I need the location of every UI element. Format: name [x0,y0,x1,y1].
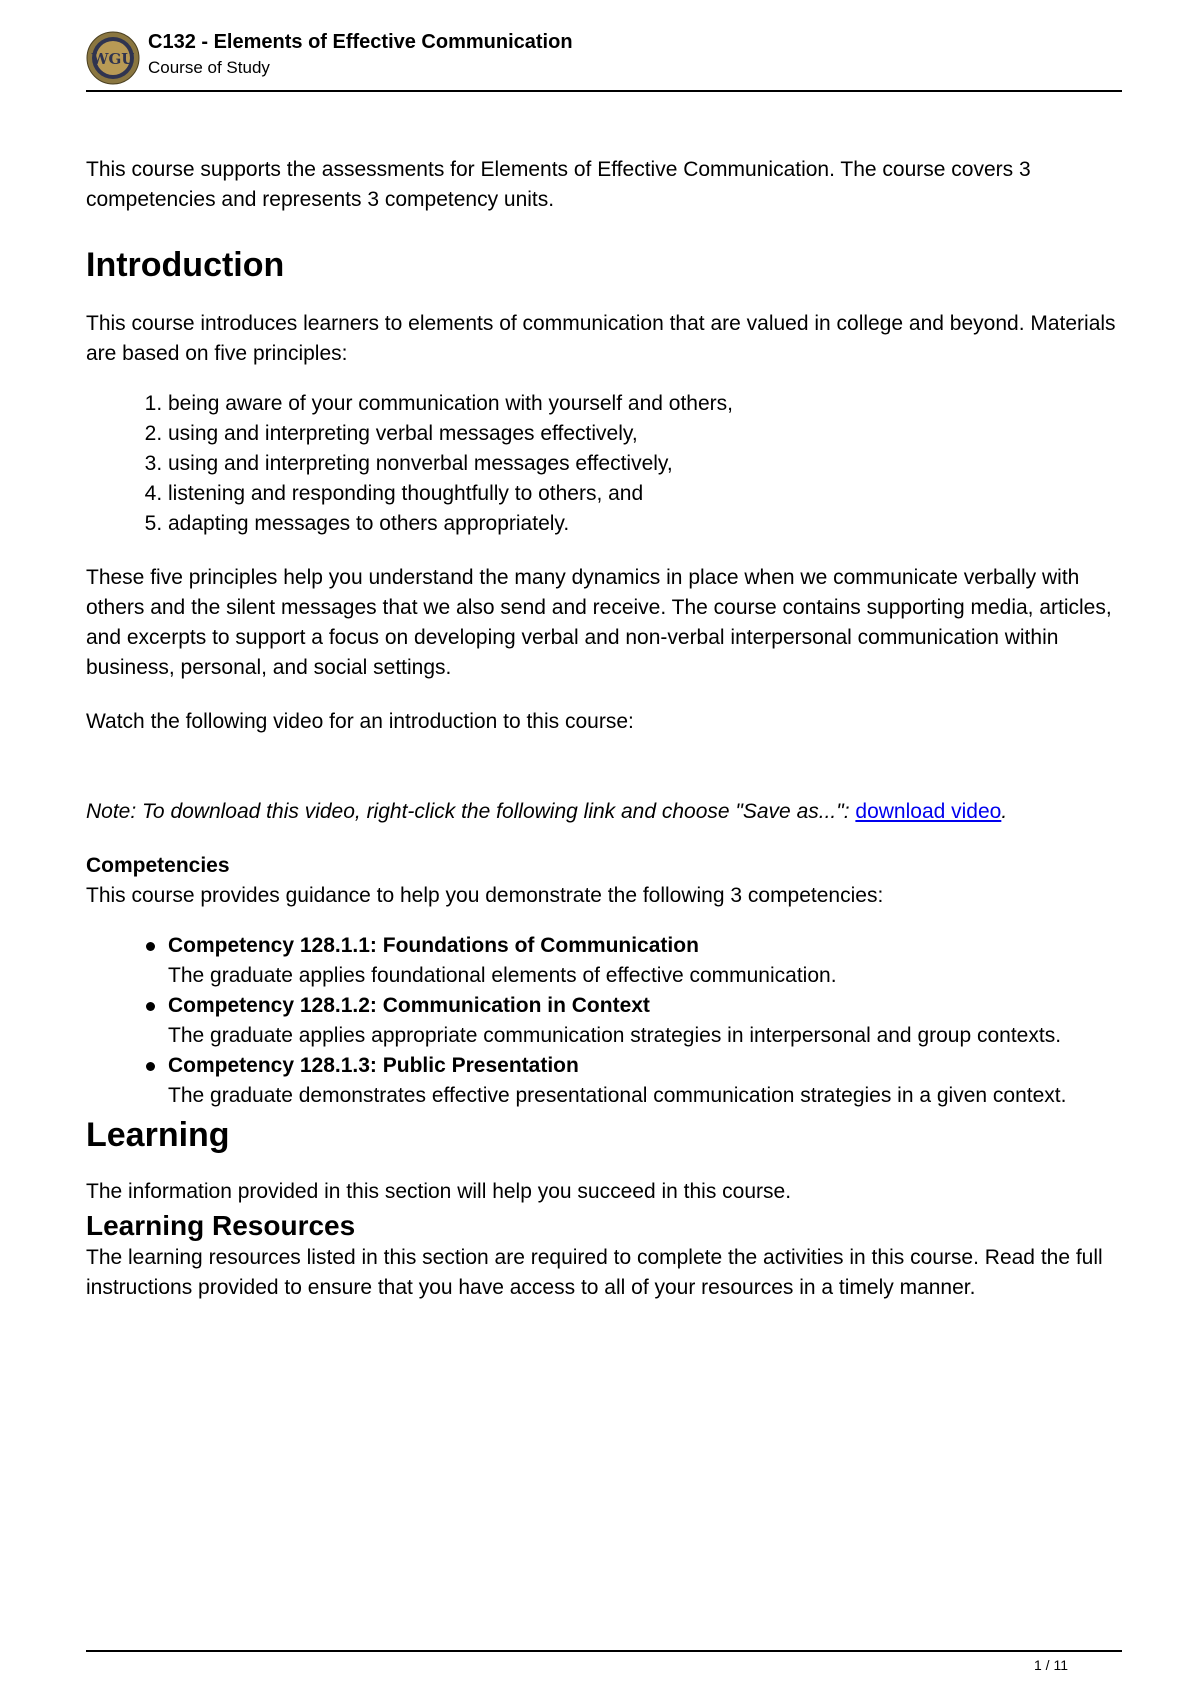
learning-resources-heading: Learning Resources [86,1210,356,1241]
competency-title: Competency 128.1.3: Public Presentation [168,1054,579,1077]
competency-item [168,991,1122,1051]
competency-title: Competency 128.1.1: Foundations of Communication [168,934,699,957]
learning-paragraph: The information provided in this section will help you succeed in this course. [86,1180,792,1203]
course-summary: This course supports the assessments for Elements of Effective Communication. The course covers 3 competencies and represents 3 competency units. [86,158,1031,211]
watch-paragraph: Watch the following video for an introduction to this course: [86,710,634,733]
list-item: 3. using and interpreting nonverbal messages effectively, [168,449,1122,479]
introduction-paragraph: This course introduces learners to elements of communication that are valued in college and beyond. Materials are based on five principles: [86,312,1116,365]
course-subtitle: Course of Study [148,58,270,77]
download-video-link[interactable]: download video [855,800,1002,823]
page-number: 1 / 11 [1034,1657,1068,1673]
competency-description: The graduate applies foundational elements of effective communication. [168,964,837,987]
learning-resources-paragraph: The learning resources listed in this section are required to complete the activities in this course. Read the full instructions provided to ensure that you have access to all of your resources in a timely manner. [86,1246,1103,1299]
svg-text:WGU: WGU [91,50,135,68]
bullet-icon [146,942,155,951]
bullet-icon [146,1062,155,1071]
course-title: C132 - Elements of Effective Communication [148,31,573,53]
wgu-seal-icon [86,31,140,85]
competency-description: The graduate demonstrates effective presentational communication strategies in a given context. [168,1084,1067,1107]
competencies-heading: Competencies [86,854,230,877]
document-page [86,0,1122,1696]
competencies-list [86,931,1122,1111]
competency-item [168,1051,1122,1111]
list-item: 2. using and interpreting verbal messages effectively, [168,419,1122,449]
footer-divider [86,1650,1122,1652]
bullet-icon [146,1002,155,1011]
competency-item [168,931,1122,991]
header-divider [86,90,1122,92]
document-body [86,155,1122,1303]
download-note [86,797,1122,827]
competency-description: The graduate applies appropriate communication strategies in interpersonal and group contexts. [168,1024,1062,1047]
introduction-heading: Introduction [86,246,285,284]
learning-heading: Learning [86,1116,230,1154]
dynamics-paragraph: These five principles help you understand the many dynamics in place when we communicate verbally with others and the silent messages that we also send and receive. The course contains supporting media, articles, and excerpts to support a focus on developing verbal and non-verbal interpersonal communication within business, personal, and social settings. [86,566,1112,679]
competency-title: Competency 128.1.2: Communication in Context [168,994,650,1017]
competencies-intro: This course provides guidance to help you demonstrate the following 3 competencies: [86,884,884,907]
page-header [86,27,1122,91]
list-item: 1. being aware of your communication with yourself and others, [168,389,1122,419]
note-end: . [1001,800,1008,823]
list-item: 5. adapting messages to others appropriately. [168,509,1122,539]
note-text: Note: To download this video, right-click the following link and choose "Save as...": [86,800,856,823]
list-item: 4. listening and responding thoughtfully to others, and [168,479,1122,509]
principles-list [86,389,1122,539]
